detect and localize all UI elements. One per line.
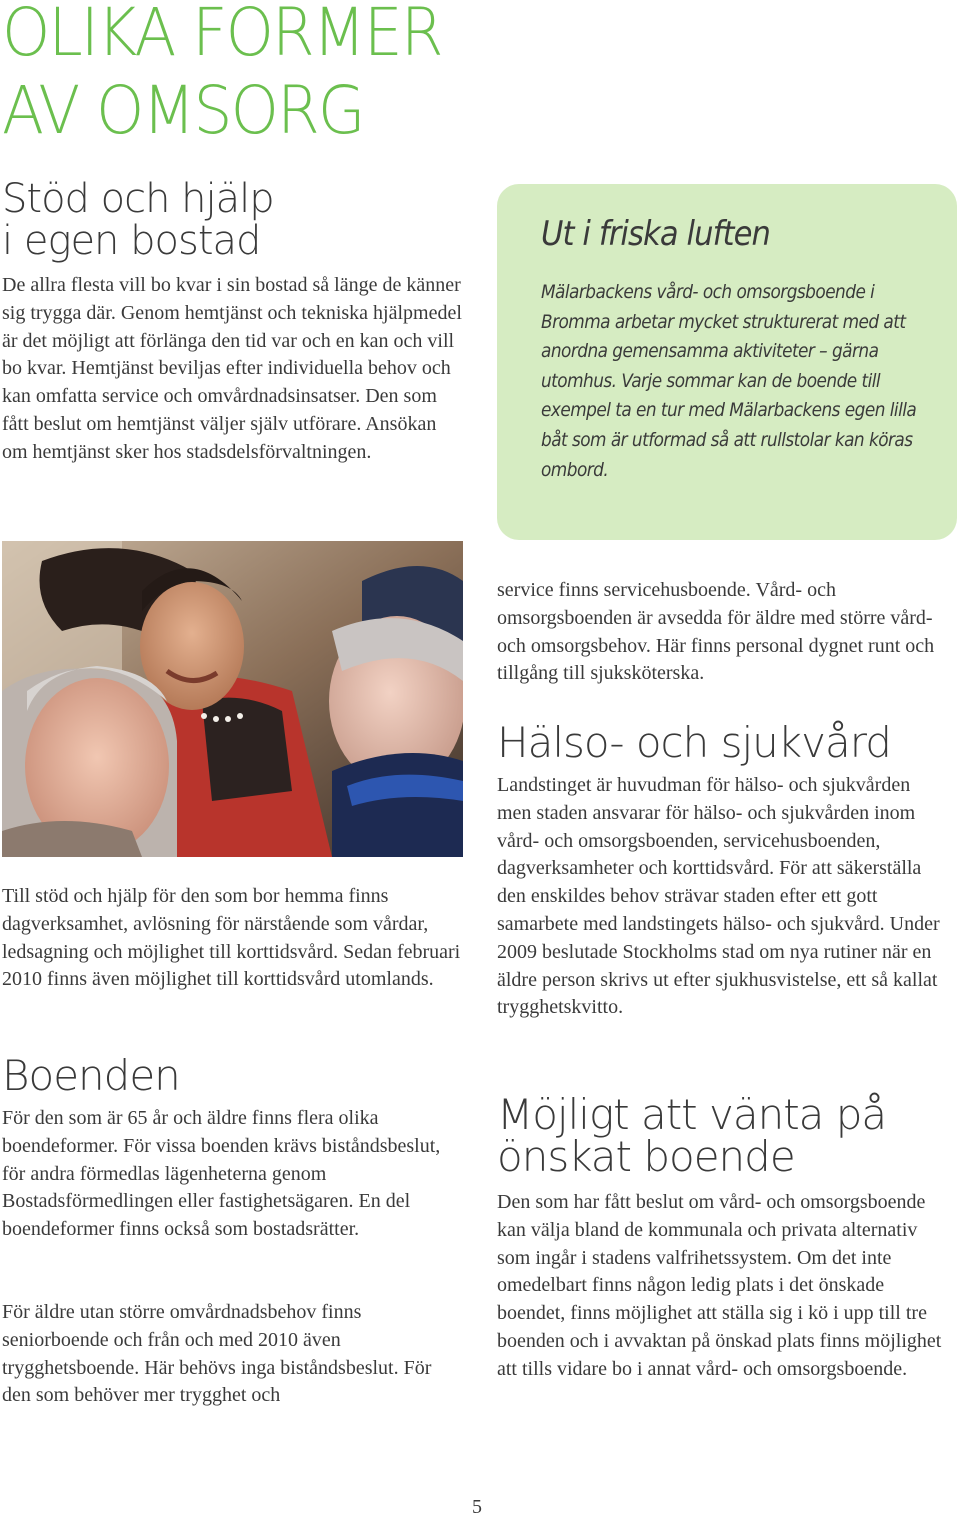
page-number: 5	[472, 1496, 482, 1518]
page-title-line-1: OLIKA FORMER	[2, 0, 442, 71]
home-support-paragraph: De allra flesta vill bo kvar i sin bostad så länge de känner sig trygga där. Genom hemtjänst och tekniska hjälpmedel är det möjligt att förlänga den tid var och en kan och vill bo kvar. Hemtjänst beviljas efter individuella behov och kan omfatta service och omvårdnadsinsatser. Den som fått beslut om hemtjänst väljer själv utförare. Ansökan om hemtjänst sker hos stadsdelsförvaltningen.	[2, 274, 462, 463]
caregiver-photo-illustration	[2, 541, 463, 857]
heading-waiting-choice-line-1: Möjligt att vänta på	[497, 1090, 887, 1139]
heading-home-support	[2, 178, 274, 262]
heading-waiting-choice	[497, 1090, 887, 1181]
page-title	[2, 0, 442, 150]
callout-title: Ut i friska luften	[541, 214, 771, 254]
callout-text: Mälarbackens vård- och omsorgsboende i Bromma arbetar mycket strukturerat med att anordna gemensamma aktiviteter – gärna utomhus. Varje sommar kan de boende till exempel ta en tur med Mälarbackens egen lilla båt som är utformad så att rullstolar kan köras ombord.	[541, 281, 917, 481]
heading-home-support-line-1: Stöd och hjälp	[2, 176, 274, 222]
heading-housing: Boenden	[2, 1051, 180, 1100]
housing-paragraph-continued: service finns servicehusboende. Vård- och omsorgsboenden är avsedda för äldre med större vård- och omsorgsbehov. Här finns personal dygnet runt och tillgång till sjuksköterska.	[497, 579, 935, 685]
page-title-line-2: AV OMSORG	[2, 72, 364, 149]
housing-paragraph-2: För äldre utan större omvårdnadsbehov finns seniorboende och från och med 2010 även trygghetsboende. Här behövs inga biståndsbeslut. För den som behöver mer trygghet och	[2, 1301, 432, 1407]
heading-health-care: Hälso- och sjukvård	[497, 718, 891, 767]
housing-paragraph-1: För den som är 65 år och äldre finns flera olika boendeformer. För vissa boenden krävs biståndsbeslut, för andra förmedlas lägenheterna genom Bostadsförmedlingen eller fastighetsägaren. En del boendeformer finns också som bostadsrätter.	[2, 1107, 441, 1241]
waiting-choice-paragraph: Den som har fått beslut om vård- och omsorgsboende kan välja bland de kommunala och privata alternativ som ingår i stadens valfrihetssystem. Om det inte omedelbart finns någon ledig plats i det önskade boendet, finns möjlighet att ställa sig i kö i upp till tre boenden och i avvaktan på önskad plats finns möjlighet att tills vidare bo i annat vård- och omsorgsboende.	[497, 1191, 942, 1380]
health-care-paragraph: Landstinget är huvudman för hälso- och sjukvården men staden ansvarar för hälso- och sjukvården inom vård- och omsorgsboenden, servicehusboenden, dagverksamheter och korttidsvård. För att säkerställa den enskildes behov strävar staden efter ett gott samarbete med landstingets hälso- och sjukvård. Under 2009 beslutade Stockholms stad om nya rutiner när en äldre person skrivs ut efter sjukhusvistelse, ett så kallat trygghetskvitto.	[497, 774, 940, 1019]
caregiver-photo	[2, 541, 463, 857]
heading-home-support-line-2: i egen bostad	[2, 218, 261, 264]
heading-waiting-choice-line-2: önskat boende	[497, 1132, 795, 1181]
callout-box	[497, 184, 957, 540]
home-support-paragraph-2: Till stöd och hjälp för den som bor hemma finns dagverksamhet, avlösning för närstående som vårdar, ledsagning och möjlighet till korttidsvård. Sedan februari 2010 finns även möjlighet till korttidsvård utomlands.	[2, 885, 461, 991]
